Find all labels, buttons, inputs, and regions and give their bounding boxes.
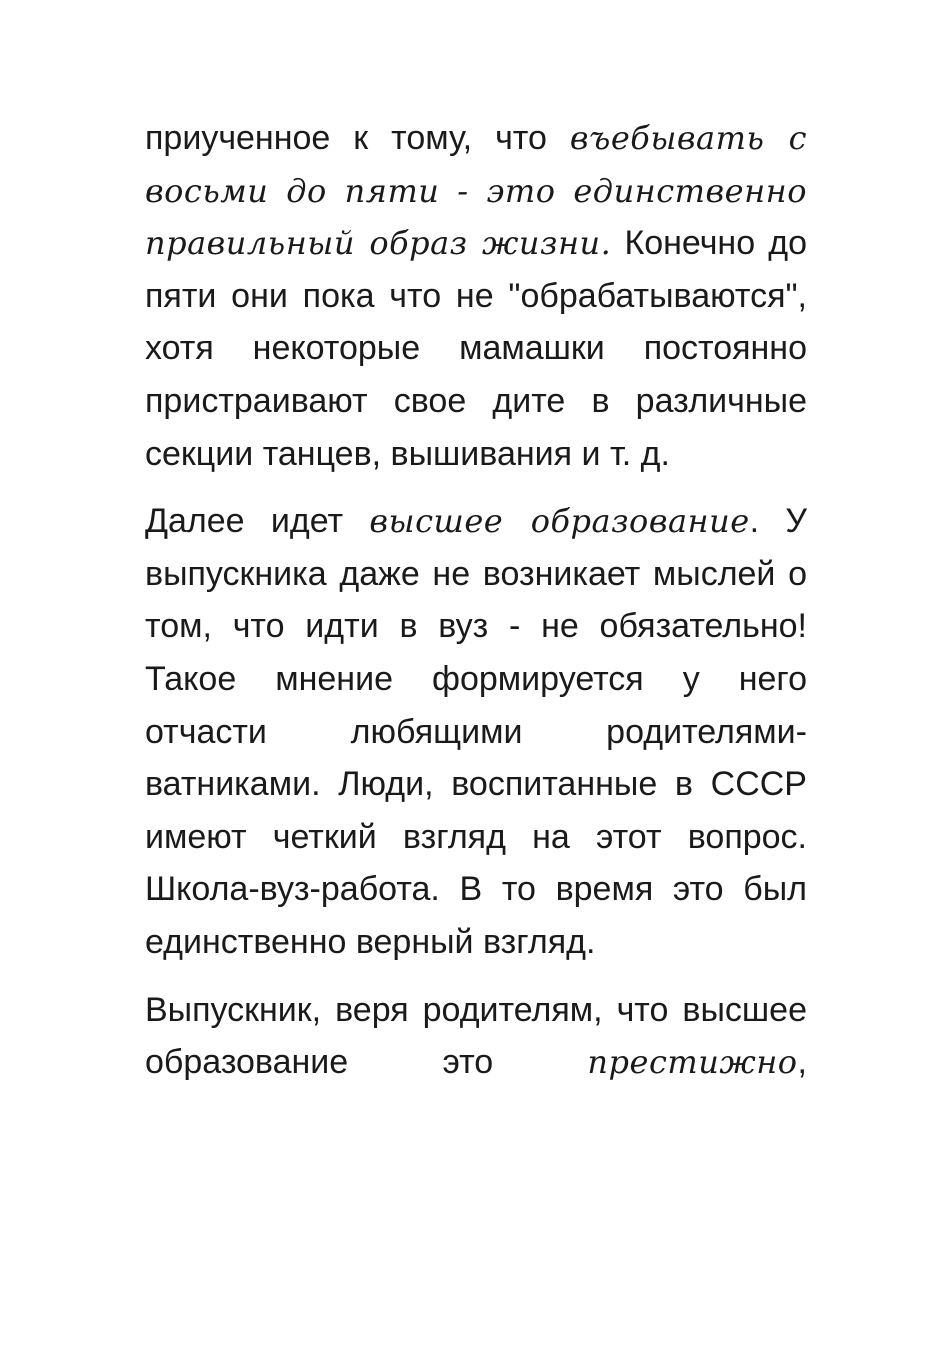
paragraph-1-italic-phrase: въебывать с восьми до пяти - это единственно правильный образ жизни.	[145, 119, 808, 263]
paragraph-3-text-1: Выпускник, веря родителям, что высшее образование это	[145, 990, 807, 1082]
paragraph-1-text-1: приученное к тому, что	[145, 119, 570, 157]
paragraph-2-text-2: . У выпускника даже не возникает мыслей о том, что идти в вуз - не обязательно! Такое мнение формируется у него отчасти любящими родителями-ватниками. Люди, воспитанные в СССР имеют четкий взгляд на этот вопрос. Школа-вуз-работа. В то время это был единственно верный взгляд.	[145, 502, 808, 961]
paragraph-3	[145, 984, 807, 1089]
paragraph-3-text-2: ,	[797, 1043, 807, 1082]
paragraph-2	[145, 495, 807, 968]
paragraph-3-italic-phrase: престижно	[587, 1043, 798, 1082]
paragraph-2-text-1: Далее идет	[145, 502, 370, 541]
paragraph-1	[145, 112, 807, 480]
paragraph-1-text-2: Конечно до пяти они пока что не "обрабатываются", хотя некоторые мамашки постоянно пристраивают свое дите в различные секции танцев, вышивания и т. д.	[145, 224, 807, 473]
document-page	[145, 112, 807, 1104]
paragraph-2-italic-phrase: высшее образование	[369, 502, 750, 541]
